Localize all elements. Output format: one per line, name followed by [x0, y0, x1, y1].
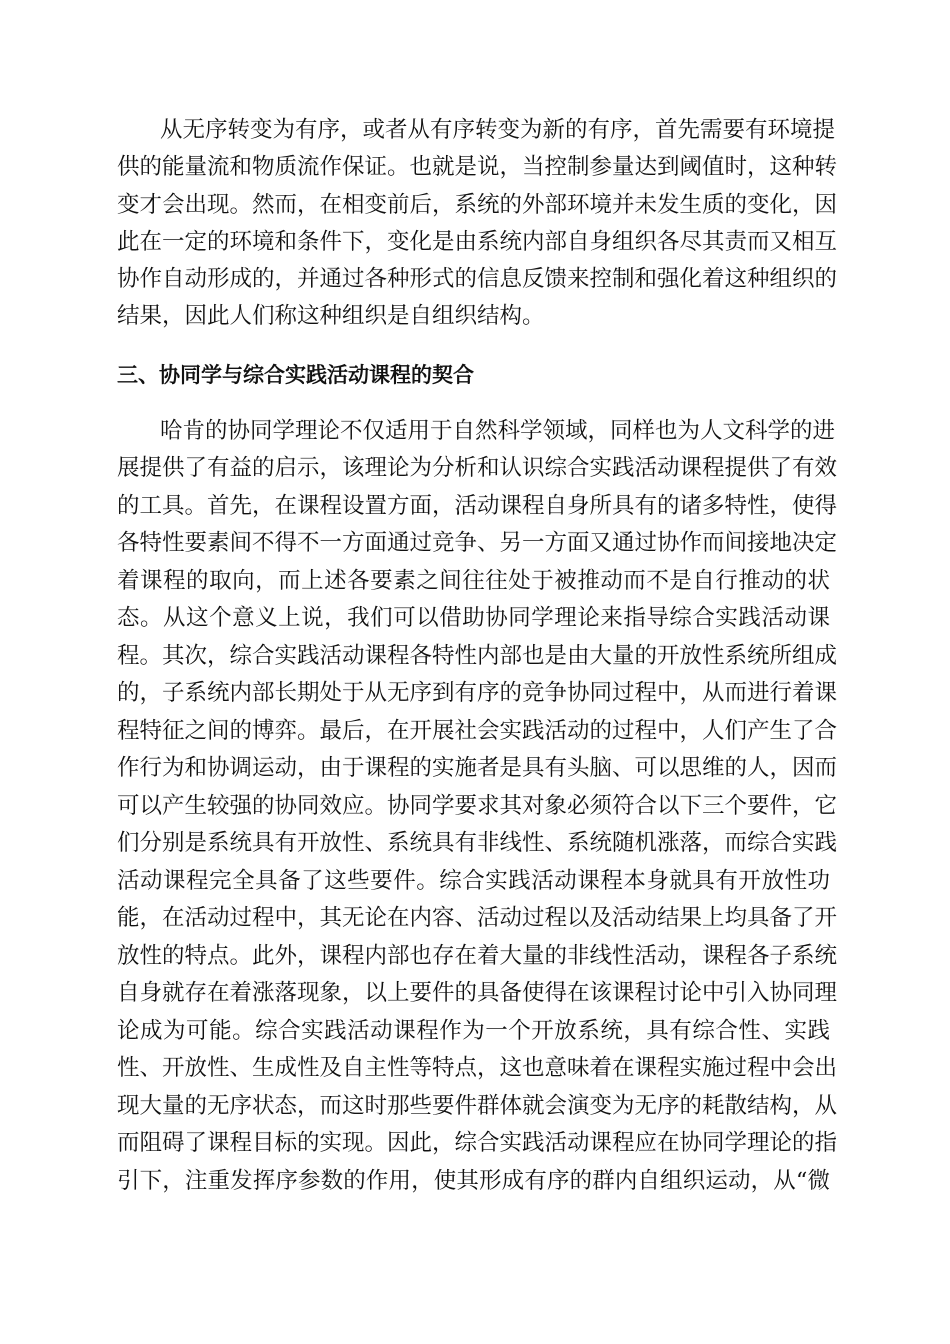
paragraph-1-line: 供的能量流和物质流作保证。也就是说，当控制参量达到阈值时，这种转: [117, 154, 838, 180]
paragraph-2-line: 作行为和协调运动，由于课程的实施者是具有头脑、可以思维的人，因而: [117, 755, 838, 781]
paragraph-2-line: 能，在活动过程中，其无论在内容、活动过程以及活动结果上均具备了开: [117, 905, 838, 931]
paragraph-1-line: 结果，因此人们称这种组织是自组织结构。: [117, 303, 545, 329]
paragraph-1-line: 变才会出现。然而，在相变前后，系统的外部环境并未发生质的变化，因: [117, 192, 838, 218]
paragraph-2-line: 的，子系统内部长期处于从无序到有序的竞争协同过程中，从而进行着课: [117, 680, 838, 706]
paragraph-2-line: 各特性要素间不得不一方面通过竞争、另一方面又通过协作而间接地决定: [117, 530, 838, 556]
paragraph-2-line: 们分别是系统具有开放性、系统具有非线性、系统随机涨落，而综合实践: [117, 830, 838, 856]
paragraph-2-line: 着课程的取向，而上述各要素之间往往处于被推动而不是自行推动的状: [117, 568, 830, 594]
paragraph-2-line: 活动课程完全具备了这些要件。综合实践活动课程本身就具有开放性功: [117, 868, 830, 894]
section-heading: 三、协同学与综合实践活动课程的契合: [117, 363, 474, 387]
paragraph-2-line: 论成为可能。综合实践活动课程作为一个开放系统，具有综合性、实践: [117, 1018, 830, 1044]
paragraph-1-line: 从无序转变为有序，或者从有序转变为新的有序，首先需要有环境提: [160, 117, 836, 143]
paragraph-1-line: 此在一定的环境和条件下，变化是由系统内部自身组织各尽其责而又相互: [117, 229, 838, 255]
paragraph-2-line: 程。其次，综合实践活动课程各特性内部也是由大量的开放性系统所组成: [117, 643, 838, 669]
paragraph-2-line: 态。从这个意义上说，我们可以借助协同学理论来指导综合实践活动课: [117, 605, 830, 631]
paragraph-2-line: 现大量的无序状态，而这时那些要件群体就会演变为无序的耗散结构，从: [117, 1093, 838, 1119]
paragraph-1-line: 协作自动形成的，并通过各种形式的信息反馈来控制和强化着这种组织的: [117, 266, 838, 292]
paragraph-2-line: 哈肯的协同学理论不仅适用于自然科学领域，同样也为人文科学的进: [160, 418, 836, 444]
paragraph-2-line: 程特征之间的博弈。最后，在开展社会实践活动的过程中，人们产生了合: [117, 718, 838, 744]
paragraph-2-line: 的工具。首先，在课程设置方面，活动课程自身所具有的诸多特性，使得: [117, 493, 838, 519]
paragraph-2-line: 放性的特点。此外，课程内部也存在着大量的非线性活动，课程各子系统: [117, 943, 838, 969]
paragraph-2-line: 可以产生较强的协同效应。协同学要求其对象必须符合以下三个要件，它: [117, 793, 838, 819]
paragraph-2-line: 性、开放性、生成性及自主性等特点，这也意味着在课程实施过程中会出: [117, 1055, 838, 1081]
paragraph-2-line: 展提供了有益的启示，该理论为分析和认识综合实践活动课程提供了有效: [117, 455, 838, 481]
paragraph-2-line: 引下，注重发挥序参数的作用，使其形成有序的群内自组织运动，从“微: [117, 1168, 830, 1194]
paragraph-2-line: 自身就存在着涨落现象，以上要件的具备使得在该课程讨论中引入协同理: [117, 980, 838, 1006]
paragraph-2-line: 而阻碍了课程目标的实现。因此，综合实践活动课程应在协同学理论的指: [117, 1130, 838, 1156]
